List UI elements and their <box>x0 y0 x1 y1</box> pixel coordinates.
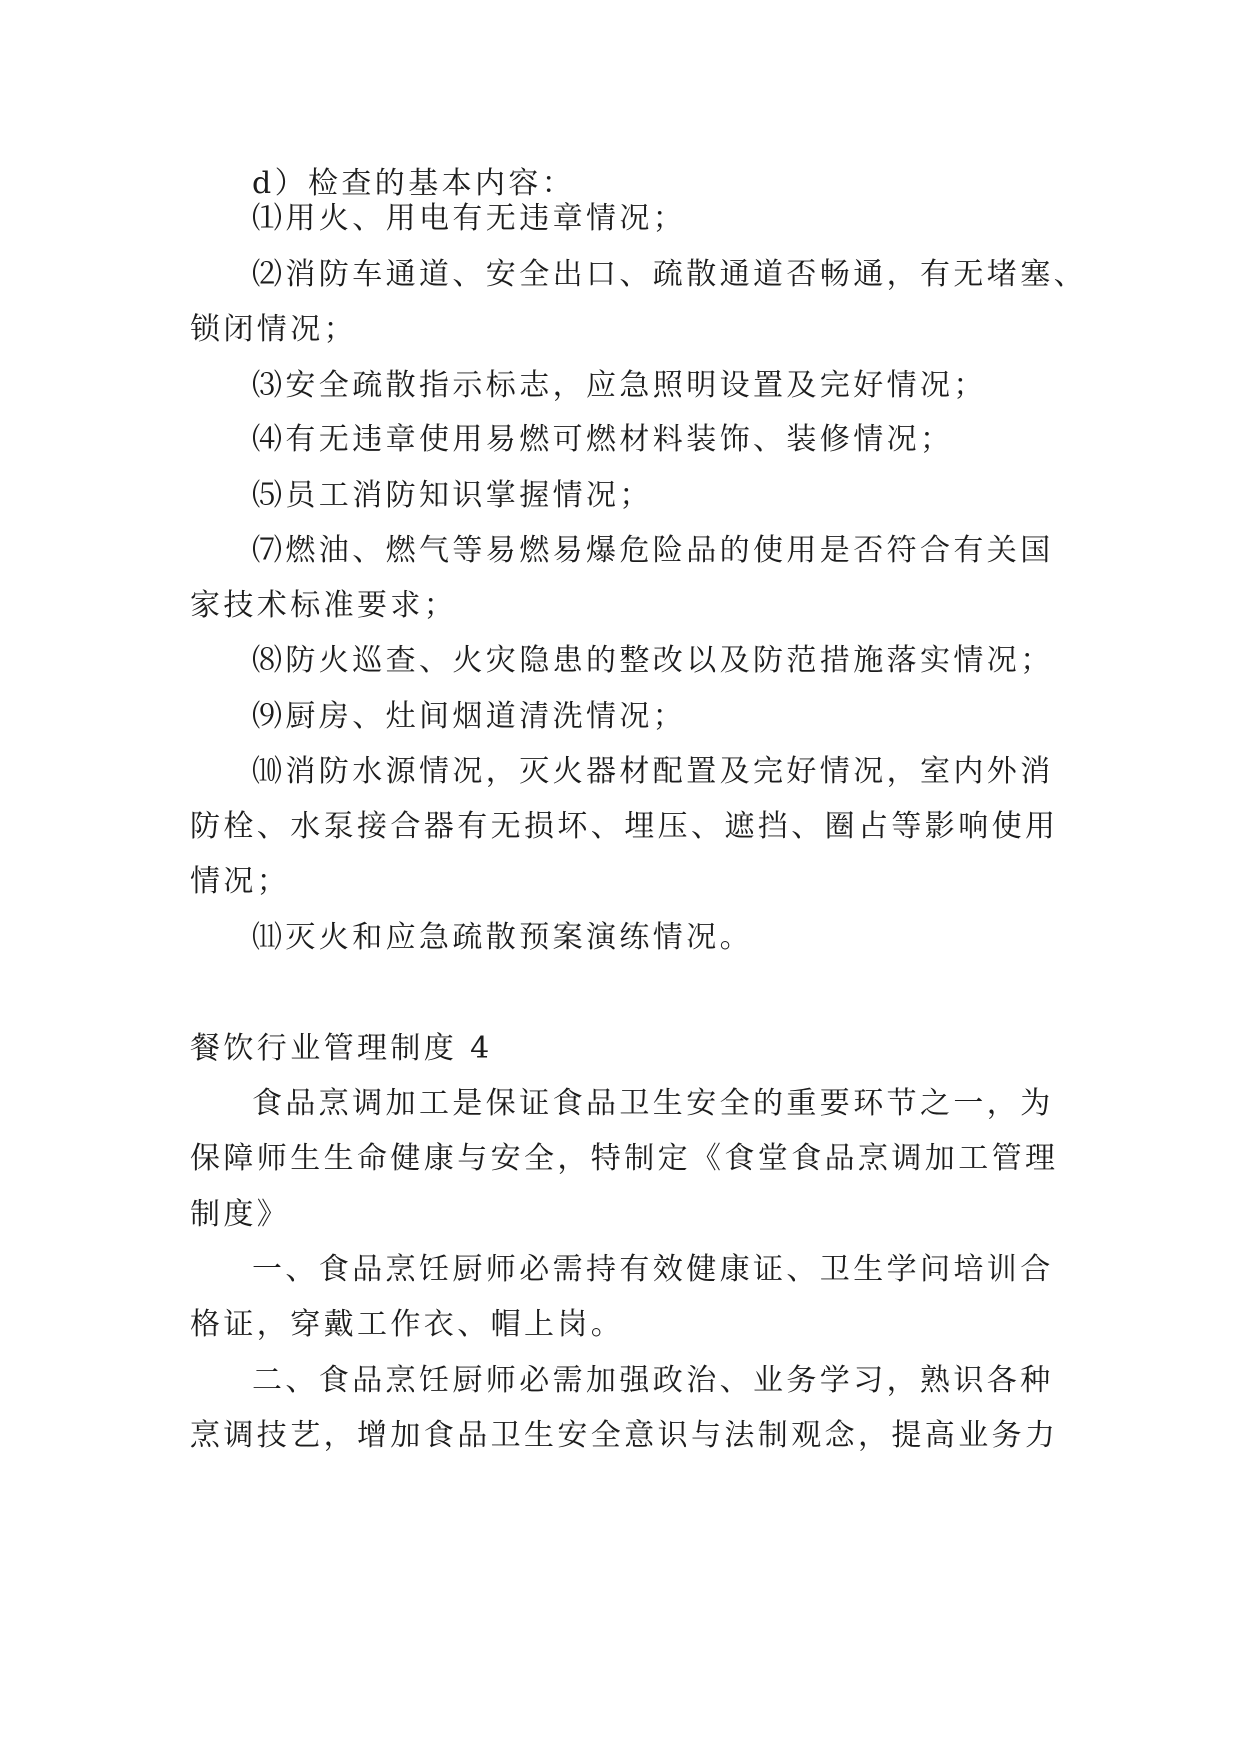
list-item: ⑶安全疏散指示标志，应急照明设置及完好情况； <box>252 368 987 403</box>
list-item: ⑾灭火和应急疏散预案演练情况。 <box>252 920 753 955</box>
list-item: ⑴用火、用电有无违章情况； <box>252 201 687 236</box>
list-item: ⑺燃油、燃气等易燃易爆危险品的使用是否符合有关国 <box>252 533 1054 568</box>
list-item-continuation: 家技术标准要求； <box>190 588 458 623</box>
list-item-continuation: 锁闭情况； <box>190 312 357 347</box>
paragraph-line: 一、食品烹饪厨师必需持有效健康证、卫生学问培训合 <box>252 1252 1054 1287</box>
paragraph-line: 制度》 <box>190 1197 291 1232</box>
list-item: ⑵消防车通道、安全出口、疏散通道否畅通，有无堵塞、 <box>252 257 1087 292</box>
list-item-continuation: 情况； <box>190 864 291 899</box>
paragraph-line: 保障师生生命健康与安全，特制定《食堂食品烹调加工管理 <box>190 1141 1059 1176</box>
list-item-continuation: 防栓、水泵接合器有无损坏、埋压、遮挡、圈占等影响使用 <box>190 809 1059 844</box>
list-item: ⑻防火巡查、火灾隐患的整改以及防范措施落实情况； <box>252 643 1054 678</box>
paragraph-line: 二、食品烹饪厨师必需加强政治、业务学习，熟识各种 <box>252 1363 1054 1398</box>
inspection-heading: d）检查的基本内容： <box>252 166 576 201</box>
paragraph-line: 食品烹调加工是保证食品卫生安全的重要环节之一，为 <box>252 1086 1054 1121</box>
paragraph-line: 烹调技艺，增加食品卫生安全意识与法制观念，提高业务力 <box>190 1418 1059 1453</box>
paragraph-line: 格证，穿戴工作衣、帽上岗。 <box>190 1307 625 1342</box>
list-item: ⑽消防水源情况，灭火器材配置及完好情况，室内外消 <box>252 754 1054 789</box>
list-item: ⑼厨房、灶间烟道清洗情况； <box>252 699 687 734</box>
section-title: 餐饮行业管理制度 4 <box>190 1031 493 1066</box>
list-item: ⑸员工消防知识掌握情况； <box>252 478 653 513</box>
list-item: ⑷有无违章使用易燃可燃材料装饰、装修情况； <box>252 422 954 457</box>
